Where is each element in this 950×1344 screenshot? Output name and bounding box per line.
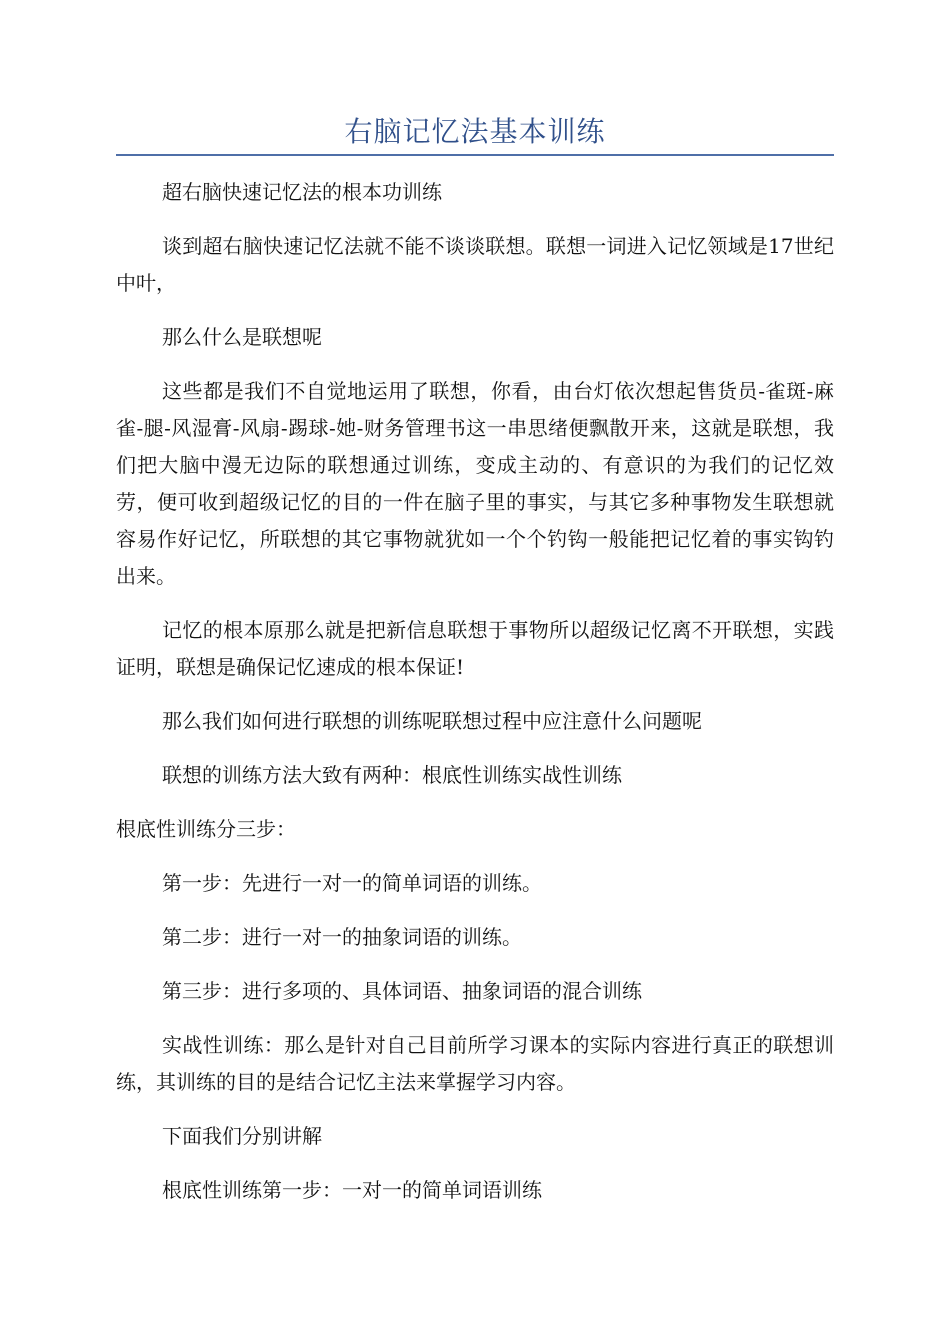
- paragraph-14: 根底性训练第一步：一对一的简单词语训练: [162, 1178, 542, 1202]
- paragraph-13: 下面我们分别讲解: [162, 1124, 322, 1148]
- paragraph-3: 那么什么是联想呢: [162, 325, 322, 349]
- paragraph-9: 第一步：先进行一对一的简单词语的训练。: [162, 871, 542, 895]
- paragraph-5: 记忆的根本原那么就是把新信息联想于事物所以超级记忆离不开联想，实践证明，联想是确保记忆速成的根本保证!: [116, 618, 834, 679]
- document-body: [116, 174, 834, 1209]
- paragraph-7: 联想的训练方法大致有两种：根底性训练实战性训练: [162, 763, 622, 787]
- paragraph-10: 第二步：进行一对一的抽象词语的训练。: [162, 925, 522, 949]
- title-underline: [116, 154, 834, 156]
- paragraph-12: 实战性训练：那么是针对自己目前所学习课本的实际内容进行真正的联想训练，其训练的目的是结合记忆主法来掌握学习内容。: [116, 1033, 834, 1094]
- paragraph-8: 根底性训练分三步：: [116, 817, 296, 841]
- paragraph-11: 第三步：进行多项的、具体词语、抽象词语的混合训练: [162, 979, 642, 1003]
- document-title: 右脑记忆法基本训练: [344, 115, 606, 148]
- paragraph-2: 谈到超右脑快速记忆法就不能不谈谈联想。联想一词进入记忆领域是17世纪中叶，: [116, 234, 834, 295]
- paragraph-6: 那么我们如何进行联想的训练呢联想过程中应注意什么问题呢: [162, 709, 702, 733]
- paragraph-1: 超右脑快速记忆法的根本功训练: [162, 180, 442, 204]
- paragraph-4: 这些都是我们不自觉地运用了联想，你看，由台灯依次想起售货员-雀斑-麻雀-腿-风湿膏-风扇-踢球-她-财务管理书这一串思绪便飘散开来，这就是联想，我们把大脑中漫无边际的联想通过训练，变成主动的、有意识的为我们的记忆效劳，便可收到超级记忆的目的一件在脑子里的事实，与其它多种事物发生联想就容易作好记忆，所联想的其它事物就犹如一个个钓钩一般能把记忆着的事实钩钓出来。: [116, 379, 834, 588]
